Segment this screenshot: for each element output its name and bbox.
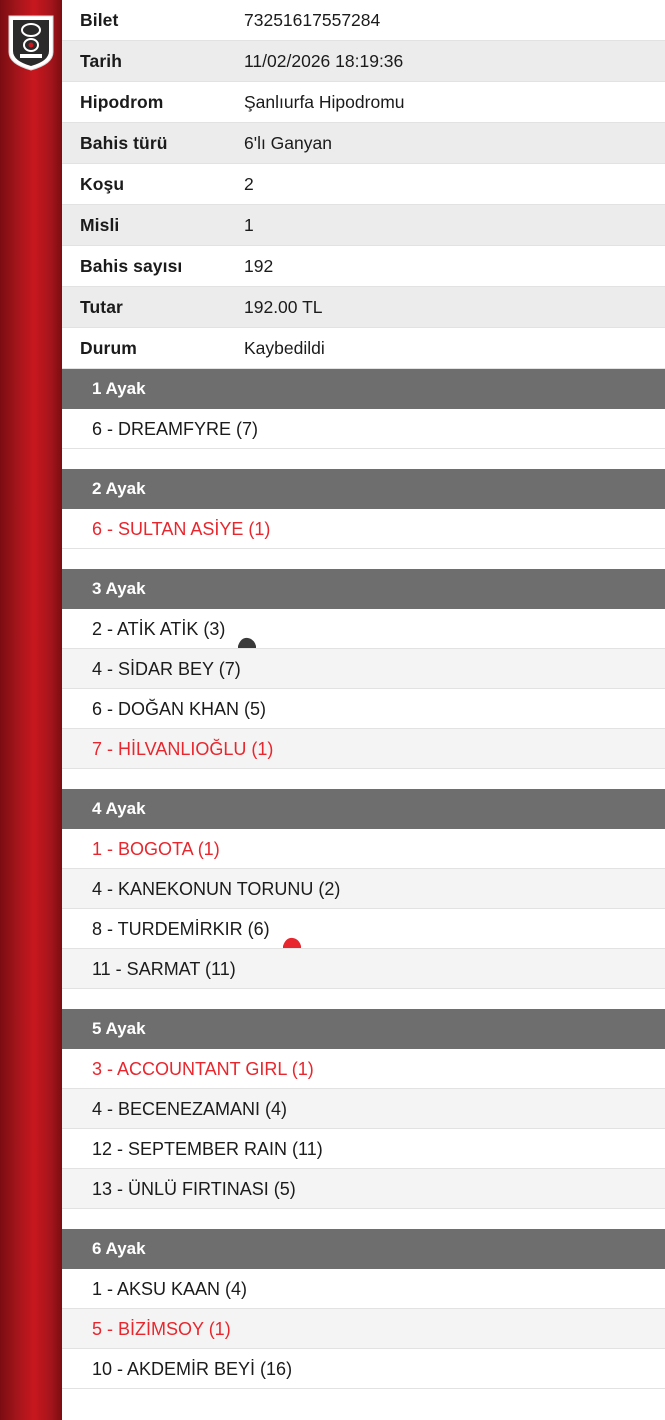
leg-header: 1 Ayak: [62, 369, 665, 409]
horse-row[interactable]: [62, 1269, 665, 1309]
detail-value: 192.00 TL: [244, 296, 323, 317]
horse-row[interactable]: [62, 649, 665, 689]
detail-row: [62, 246, 665, 287]
detail-value: Şanlıurfa Hipodromu: [244, 91, 405, 112]
horse-label: 5 - BİZİMSOY (1): [92, 1318, 231, 1339]
detail-row: [62, 41, 665, 82]
leg-horse-list: [62, 1269, 665, 1389]
horse-row[interactable]: [62, 949, 665, 989]
horse-row[interactable]: [62, 869, 665, 909]
leg-horse-list: [62, 1049, 665, 1209]
horse-label: 1 - AKSU KAAN (4): [92, 1278, 248, 1299]
detail-label: Durum: [80, 337, 137, 358]
horse-row[interactable]: [62, 409, 665, 449]
detail-value: 6'lı Ganyan: [244, 132, 332, 153]
leg-header: 3 Ayak: [62, 569, 665, 609]
leg-horse-list: [62, 609, 665, 769]
horse-label: 3 - ACCOUNTANT GIRL (1): [92, 1058, 314, 1079]
detail-row: [62, 205, 665, 246]
leg-header: 6 Ayak: [62, 1229, 665, 1269]
horse-label: 13 - ÜNLÜ FIRTINASI (5): [92, 1178, 296, 1199]
horse-label: 10 - AKDEMİR BEYİ (16): [92, 1358, 293, 1379]
detail-label: Tutar: [80, 296, 123, 317]
horse-row[interactable]: [62, 829, 665, 869]
horse-label: 6 - SULTAN ASİYE (1): [92, 518, 271, 539]
jockey-cap-icon: [282, 923, 302, 937]
status-value: Kaybedildi: [244, 337, 325, 358]
leg-header: 2 Ayak: [62, 469, 665, 509]
detail-label: Tarih: [80, 50, 122, 71]
leg-horse-list: [62, 829, 665, 989]
detail-row: [62, 123, 665, 164]
horse-row[interactable]: [62, 689, 665, 729]
horse-label: 4 - BECENEZAMANI (4): [92, 1098, 288, 1119]
detail-label: Hipodrom: [80, 91, 164, 112]
horse-label: 2 - ATİK ATİK (3): [92, 618, 226, 639]
horse-row[interactable]: [62, 1309, 665, 1349]
horse-row[interactable]: [62, 509, 665, 549]
detail-row: [62, 82, 665, 123]
detail-label: Misli: [80, 214, 120, 235]
detail-row: [62, 164, 665, 205]
detail-row: [62, 328, 665, 369]
horse-row[interactable]: [62, 909, 665, 949]
detail-value: 11/02/2026 18:19:36: [244, 50, 404, 71]
detail-label: Koşu: [80, 173, 125, 194]
horse-row[interactable]: [62, 609, 665, 649]
horse-label: 4 - KANEKONUN TORUNU (2): [92, 878, 341, 899]
detail-value: 2: [244, 173, 254, 194]
horse-row[interactable]: [62, 1049, 665, 1089]
leg-header: 5 Ayak: [62, 1009, 665, 1049]
horse-label: 11 - SARMAT (11): [92, 958, 236, 979]
horse-row[interactable]: [62, 1349, 665, 1389]
horse-label: 4 - SİDAR BEY (7): [92, 658, 241, 679]
leg-gap: [62, 449, 665, 469]
detail-value: 73251617557284: [244, 9, 381, 30]
detail-label: Bilet: [80, 9, 119, 30]
detail-row: [62, 0, 665, 41]
detail-label: Bahis türü: [80, 132, 168, 153]
horse-row[interactable]: [62, 1129, 665, 1169]
ticket-content: [62, 0, 665, 1420]
left-brand-rail: [0, 0, 62, 1420]
jockey-cap-icon: [237, 623, 257, 637]
horse-label: 8 - TURDEMİRKIR (6): [92, 918, 270, 939]
detail-value: 192: [244, 255, 274, 276]
leg-header: 4 Ayak: [62, 789, 665, 829]
horse-label: 12 - SEPTEMBER RAIN (11): [92, 1138, 323, 1159]
ticket-details-table: [62, 0, 665, 369]
detail-row: [62, 287, 665, 328]
horse-label: 6 - DREAMFYRE (7): [92, 418, 259, 439]
leg-horse-list: [62, 409, 665, 449]
club-crest-icon: [6, 14, 56, 72]
leg-gap: [62, 769, 665, 789]
detail-value: 1: [244, 214, 254, 235]
horse-row[interactable]: [62, 1089, 665, 1129]
horse-row[interactable]: [62, 1169, 665, 1209]
horse-label: 7 - HİLVANLIOĞLU (1): [92, 738, 274, 759]
leg-gap: [62, 549, 665, 569]
detail-label: Bahis sayısı: [80, 255, 183, 276]
horse-label: 6 - DOĞAN KHAN (5): [92, 698, 267, 719]
leg-horse-list: [62, 509, 665, 549]
horse-row[interactable]: [62, 729, 665, 769]
horse-label: 1 - BOGOTA (1): [92, 838, 220, 859]
leg-gap: [62, 989, 665, 1009]
leg-gap: [62, 1209, 665, 1229]
